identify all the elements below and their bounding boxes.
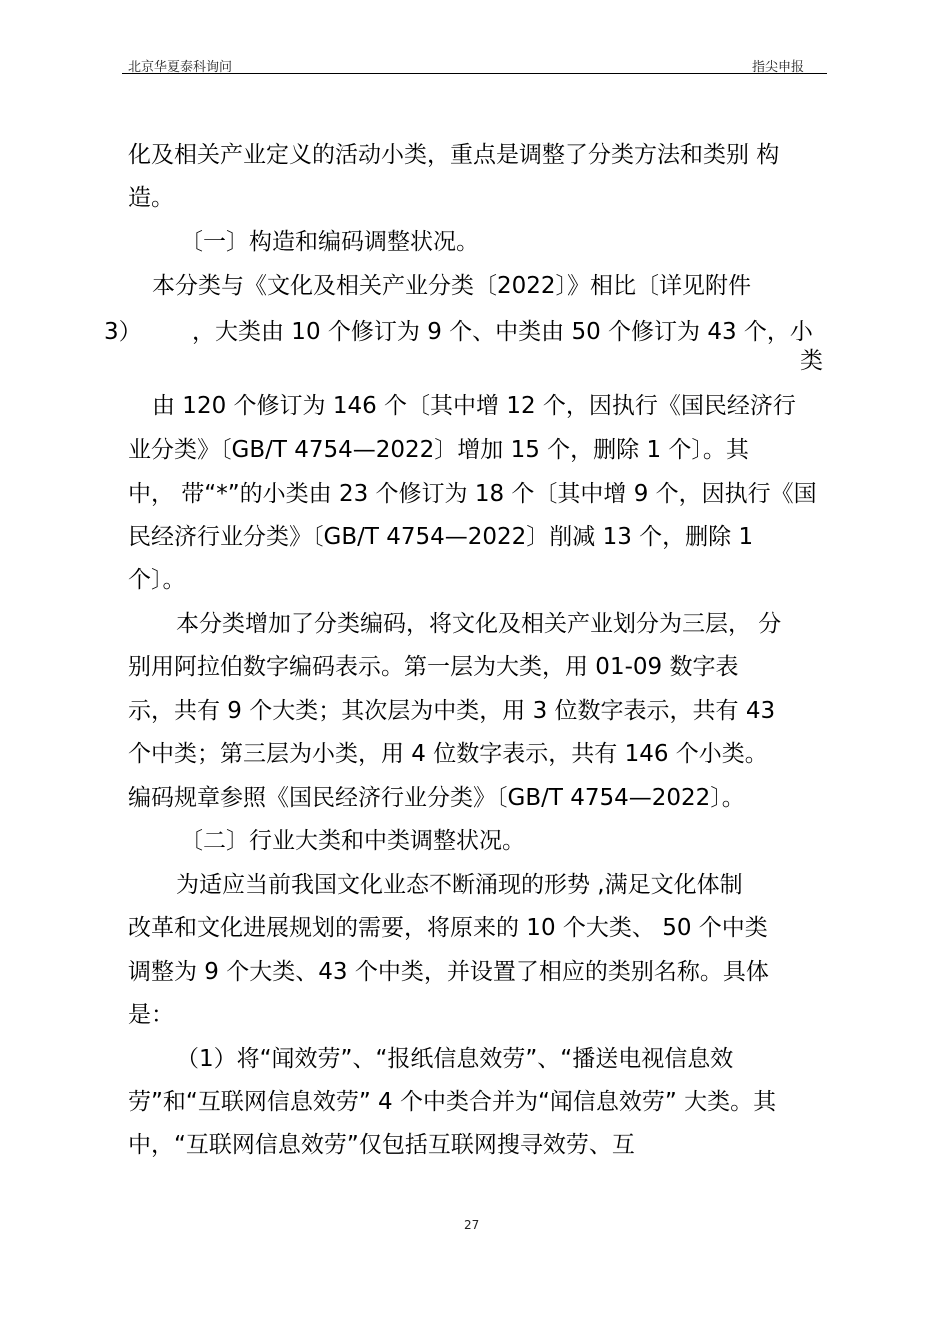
text-line: 个〕。 (128, 567, 186, 593)
text-line: 化及相关产业定义的活动小类，重点是调整了分类方法和类别 构 (128, 142, 780, 168)
section-heading: 〔一〕构造和编码调整状况。 (180, 229, 479, 255)
text-line: 改革和文化进展规划的需要，将原来的 10 个大类、 50 个中类 (128, 915, 768, 941)
text-line: 3） (104, 319, 142, 345)
text-line: 业分类》〔GB/T 4754—2022〕增加 15 个，删除 1 个〕。其 (128, 437, 749, 463)
section-heading: 〔二〕行业大类和中类调整状况。 (180, 828, 525, 854)
page-number: 27 (464, 1218, 480, 1232)
text-line: 本分类增加了分类编码，将文化及相关产业划分为三层， 分 (176, 611, 782, 637)
text-line: （1）将“闻效劳”、“报纸信息效劳”、“播送电视信息效 (176, 1046, 734, 1072)
text-line: ，大类由 10 个修订为 9 个、中类由 50 个修订为 43 个，小 (192, 319, 813, 345)
text-line: 别用阿拉伯数字编码表示。第一层为大类，用 01-09 数字表 (128, 654, 739, 680)
text-line: 中， 带“*”的小类由 23 个修订为 18 个〔其中增 9 个，因执行《国 (128, 481, 817, 507)
text-line: 个中类；第三层为小类，用 4 位数字表示，共有 146 个小类。 (128, 741, 768, 767)
text-line: 劳”和“互联网信息效劳” 4 个中类合并为“闻信息效劳” 大类。其 (128, 1089, 777, 1115)
text-line: 调整为 9 个大类、43 个中类，并设置了相应的类别名称。具体 (128, 959, 769, 985)
header-left-text: 北京华夏泰科询问 (128, 60, 233, 75)
text-line: 是： (128, 1002, 174, 1028)
text-line: 示，共有 9 个大类；其次层为中类，用 3 位数字表示，共有 43 (128, 698, 776, 724)
header-divider (122, 73, 827, 74)
header-right-text: 指尖申报 (752, 60, 805, 75)
text-line: 本分类与《文化及相关产业分类〔2022〕》相比〔详见附件 (152, 273, 752, 299)
text-line: 编码规章参照《国民经济行业分类》〔GB/T 4754—2022〕。 (128, 785, 745, 811)
text-line: 类 (800, 348, 823, 374)
text-line: 造。 (128, 185, 174, 211)
text-line: 为适应当前我国文化业态不断涌现的形势 ,满足文化体制 (176, 872, 743, 898)
text-line: 由 120 个修订为 146 个〔其中增 12 个，因执行《国民经济行 (152, 393, 796, 419)
text-line: 中，“互联网信息效劳”仅包括互联网搜寻效劳、互 (128, 1132, 635, 1158)
text-line: 民经济行业分类》〔GB/T 4754—2022〕削减 13 个，删除 1 (128, 524, 754, 550)
